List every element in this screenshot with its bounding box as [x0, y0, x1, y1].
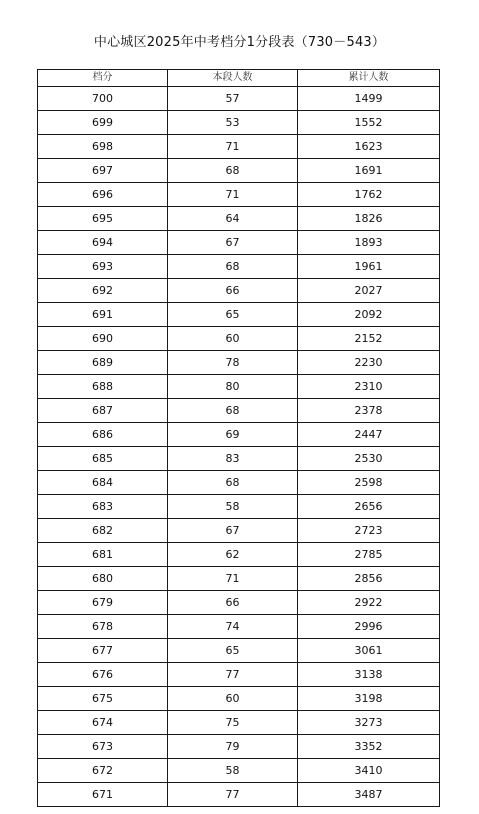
cell-segment-count: 77 — [168, 783, 298, 807]
cell-segment-count: 71 — [168, 183, 298, 207]
table-row — [38, 327, 440, 351]
cell-cumulative-count: 1961 — [298, 255, 440, 279]
cell-score: 681 — [38, 543, 168, 567]
cell-cumulative-count: 3273 — [298, 711, 440, 735]
table-row — [38, 303, 440, 327]
cell-score: 691 — [38, 303, 168, 327]
header-segment-count: 本段人数 — [168, 70, 298, 87]
cell-score: 683 — [38, 495, 168, 519]
cell-segment-count: 83 — [168, 447, 298, 471]
cell-cumulative-count: 3410 — [298, 759, 440, 783]
cell-cumulative-count: 2027 — [298, 279, 440, 303]
table-row — [38, 279, 440, 303]
header-row — [38, 70, 440, 87]
cell-segment-count: 68 — [168, 255, 298, 279]
table-row — [38, 159, 440, 183]
table-row — [38, 687, 440, 711]
table-row — [38, 495, 440, 519]
cell-score: 676 — [38, 663, 168, 687]
cell-cumulative-count: 1893 — [298, 231, 440, 255]
cell-score: 672 — [38, 759, 168, 783]
header-cumulative-count: 累计人数 — [298, 70, 440, 87]
cell-segment-count: 57 — [168, 87, 298, 111]
cell-segment-count: 80 — [168, 375, 298, 399]
cell-segment-count: 71 — [168, 567, 298, 591]
cell-score: 693 — [38, 255, 168, 279]
cell-segment-count: 67 — [168, 231, 298, 255]
table-row — [38, 639, 440, 663]
table-row — [38, 783, 440, 807]
table-row — [38, 135, 440, 159]
cell-cumulative-count: 2598 — [298, 471, 440, 495]
cell-cumulative-count: 2092 — [298, 303, 440, 327]
table-row — [38, 711, 440, 735]
cell-segment-count: 60 — [168, 327, 298, 351]
table-row — [38, 471, 440, 495]
cell-score: 686 — [38, 423, 168, 447]
cell-score: 699 — [38, 111, 168, 135]
cell-cumulative-count: 3138 — [298, 663, 440, 687]
cell-score: 679 — [38, 591, 168, 615]
cell-score: 678 — [38, 615, 168, 639]
cell-score: 674 — [38, 711, 168, 735]
cell-segment-count: 62 — [168, 543, 298, 567]
cell-cumulative-count: 2785 — [298, 543, 440, 567]
document-title: 中心城区2025年中考档分1分段表（730－543） — [93, 35, 386, 50]
table-body — [38, 87, 440, 807]
cell-score: 687 — [38, 399, 168, 423]
cell-cumulative-count: 2378 — [298, 399, 440, 423]
cell-cumulative-count: 3487 — [298, 783, 440, 807]
table-row — [38, 183, 440, 207]
cell-segment-count: 68 — [168, 471, 298, 495]
cell-segment-count: 68 — [168, 399, 298, 423]
table-row — [38, 543, 440, 567]
cell-segment-count: 53 — [168, 111, 298, 135]
cell-score: 688 — [38, 375, 168, 399]
cell-score: 673 — [38, 735, 168, 759]
table-row — [38, 111, 440, 135]
cell-score: 677 — [38, 639, 168, 663]
table-row — [38, 231, 440, 255]
cell-segment-count: 58 — [168, 759, 298, 783]
cell-segment-count: 58 — [168, 495, 298, 519]
table-row — [38, 399, 440, 423]
score-distribution-table — [37, 69, 440, 807]
cell-cumulative-count: 1762 — [298, 183, 440, 207]
cell-segment-count: 77 — [168, 663, 298, 687]
cell-score: 692 — [38, 279, 168, 303]
cell-cumulative-count: 1691 — [298, 159, 440, 183]
cell-cumulative-count: 2856 — [298, 567, 440, 591]
cell-segment-count: 65 — [168, 639, 298, 663]
cell-cumulative-count: 2230 — [298, 351, 440, 375]
table-row — [38, 519, 440, 543]
cell-cumulative-count: 2996 — [298, 615, 440, 639]
table-row — [38, 663, 440, 687]
table-row — [38, 351, 440, 375]
table-row — [38, 447, 440, 471]
cell-score: 695 — [38, 207, 168, 231]
cell-score: 671 — [38, 783, 168, 807]
cell-cumulative-count: 1552 — [298, 111, 440, 135]
cell-score: 690 — [38, 327, 168, 351]
cell-score: 675 — [38, 687, 168, 711]
cell-score: 698 — [38, 135, 168, 159]
cell-cumulative-count: 2656 — [298, 495, 440, 519]
cell-segment-count: 71 — [168, 135, 298, 159]
cell-segment-count: 78 — [168, 351, 298, 375]
cell-score: 700 — [38, 87, 168, 111]
cell-segment-count: 60 — [168, 687, 298, 711]
cell-segment-count: 79 — [168, 735, 298, 759]
cell-cumulative-count: 2310 — [298, 375, 440, 399]
table-row — [38, 87, 440, 111]
table-row — [38, 375, 440, 399]
cell-segment-count: 67 — [168, 519, 298, 543]
table-row — [38, 207, 440, 231]
table-row — [38, 423, 440, 447]
cell-score: 685 — [38, 447, 168, 471]
cell-segment-count: 68 — [168, 159, 298, 183]
cell-segment-count: 69 — [168, 423, 298, 447]
cell-cumulative-count: 2723 — [298, 519, 440, 543]
cell-segment-count: 75 — [168, 711, 298, 735]
cell-cumulative-count: 3061 — [298, 639, 440, 663]
cell-cumulative-count: 2530 — [298, 447, 440, 471]
table-row — [38, 255, 440, 279]
header-score: 档分 — [38, 70, 168, 87]
table-row — [38, 591, 440, 615]
table-row — [38, 735, 440, 759]
cell-segment-count: 65 — [168, 303, 298, 327]
cell-cumulative-count: 1623 — [298, 135, 440, 159]
cell-cumulative-count: 1499 — [298, 87, 440, 111]
cell-score: 680 — [38, 567, 168, 591]
cell-cumulative-count: 3198 — [298, 687, 440, 711]
cell-score: 682 — [38, 519, 168, 543]
cell-segment-count: 66 — [168, 279, 298, 303]
cell-segment-count: 64 — [168, 207, 298, 231]
cell-score: 697 — [38, 159, 168, 183]
cell-score: 684 — [38, 471, 168, 495]
table-row — [38, 759, 440, 783]
cell-cumulative-count: 3352 — [298, 735, 440, 759]
cell-cumulative-count: 2922 — [298, 591, 440, 615]
cell-cumulative-count: 2447 — [298, 423, 440, 447]
cell-score: 694 — [38, 231, 168, 255]
cell-cumulative-count: 2152 — [298, 327, 440, 351]
table-header — [38, 70, 440, 87]
table-row — [38, 567, 440, 591]
cell-cumulative-count: 1826 — [298, 207, 440, 231]
cell-segment-count: 74 — [168, 615, 298, 639]
cell-segment-count: 66 — [168, 591, 298, 615]
table-row — [38, 615, 440, 639]
cell-score: 696 — [38, 183, 168, 207]
cell-score: 689 — [38, 351, 168, 375]
